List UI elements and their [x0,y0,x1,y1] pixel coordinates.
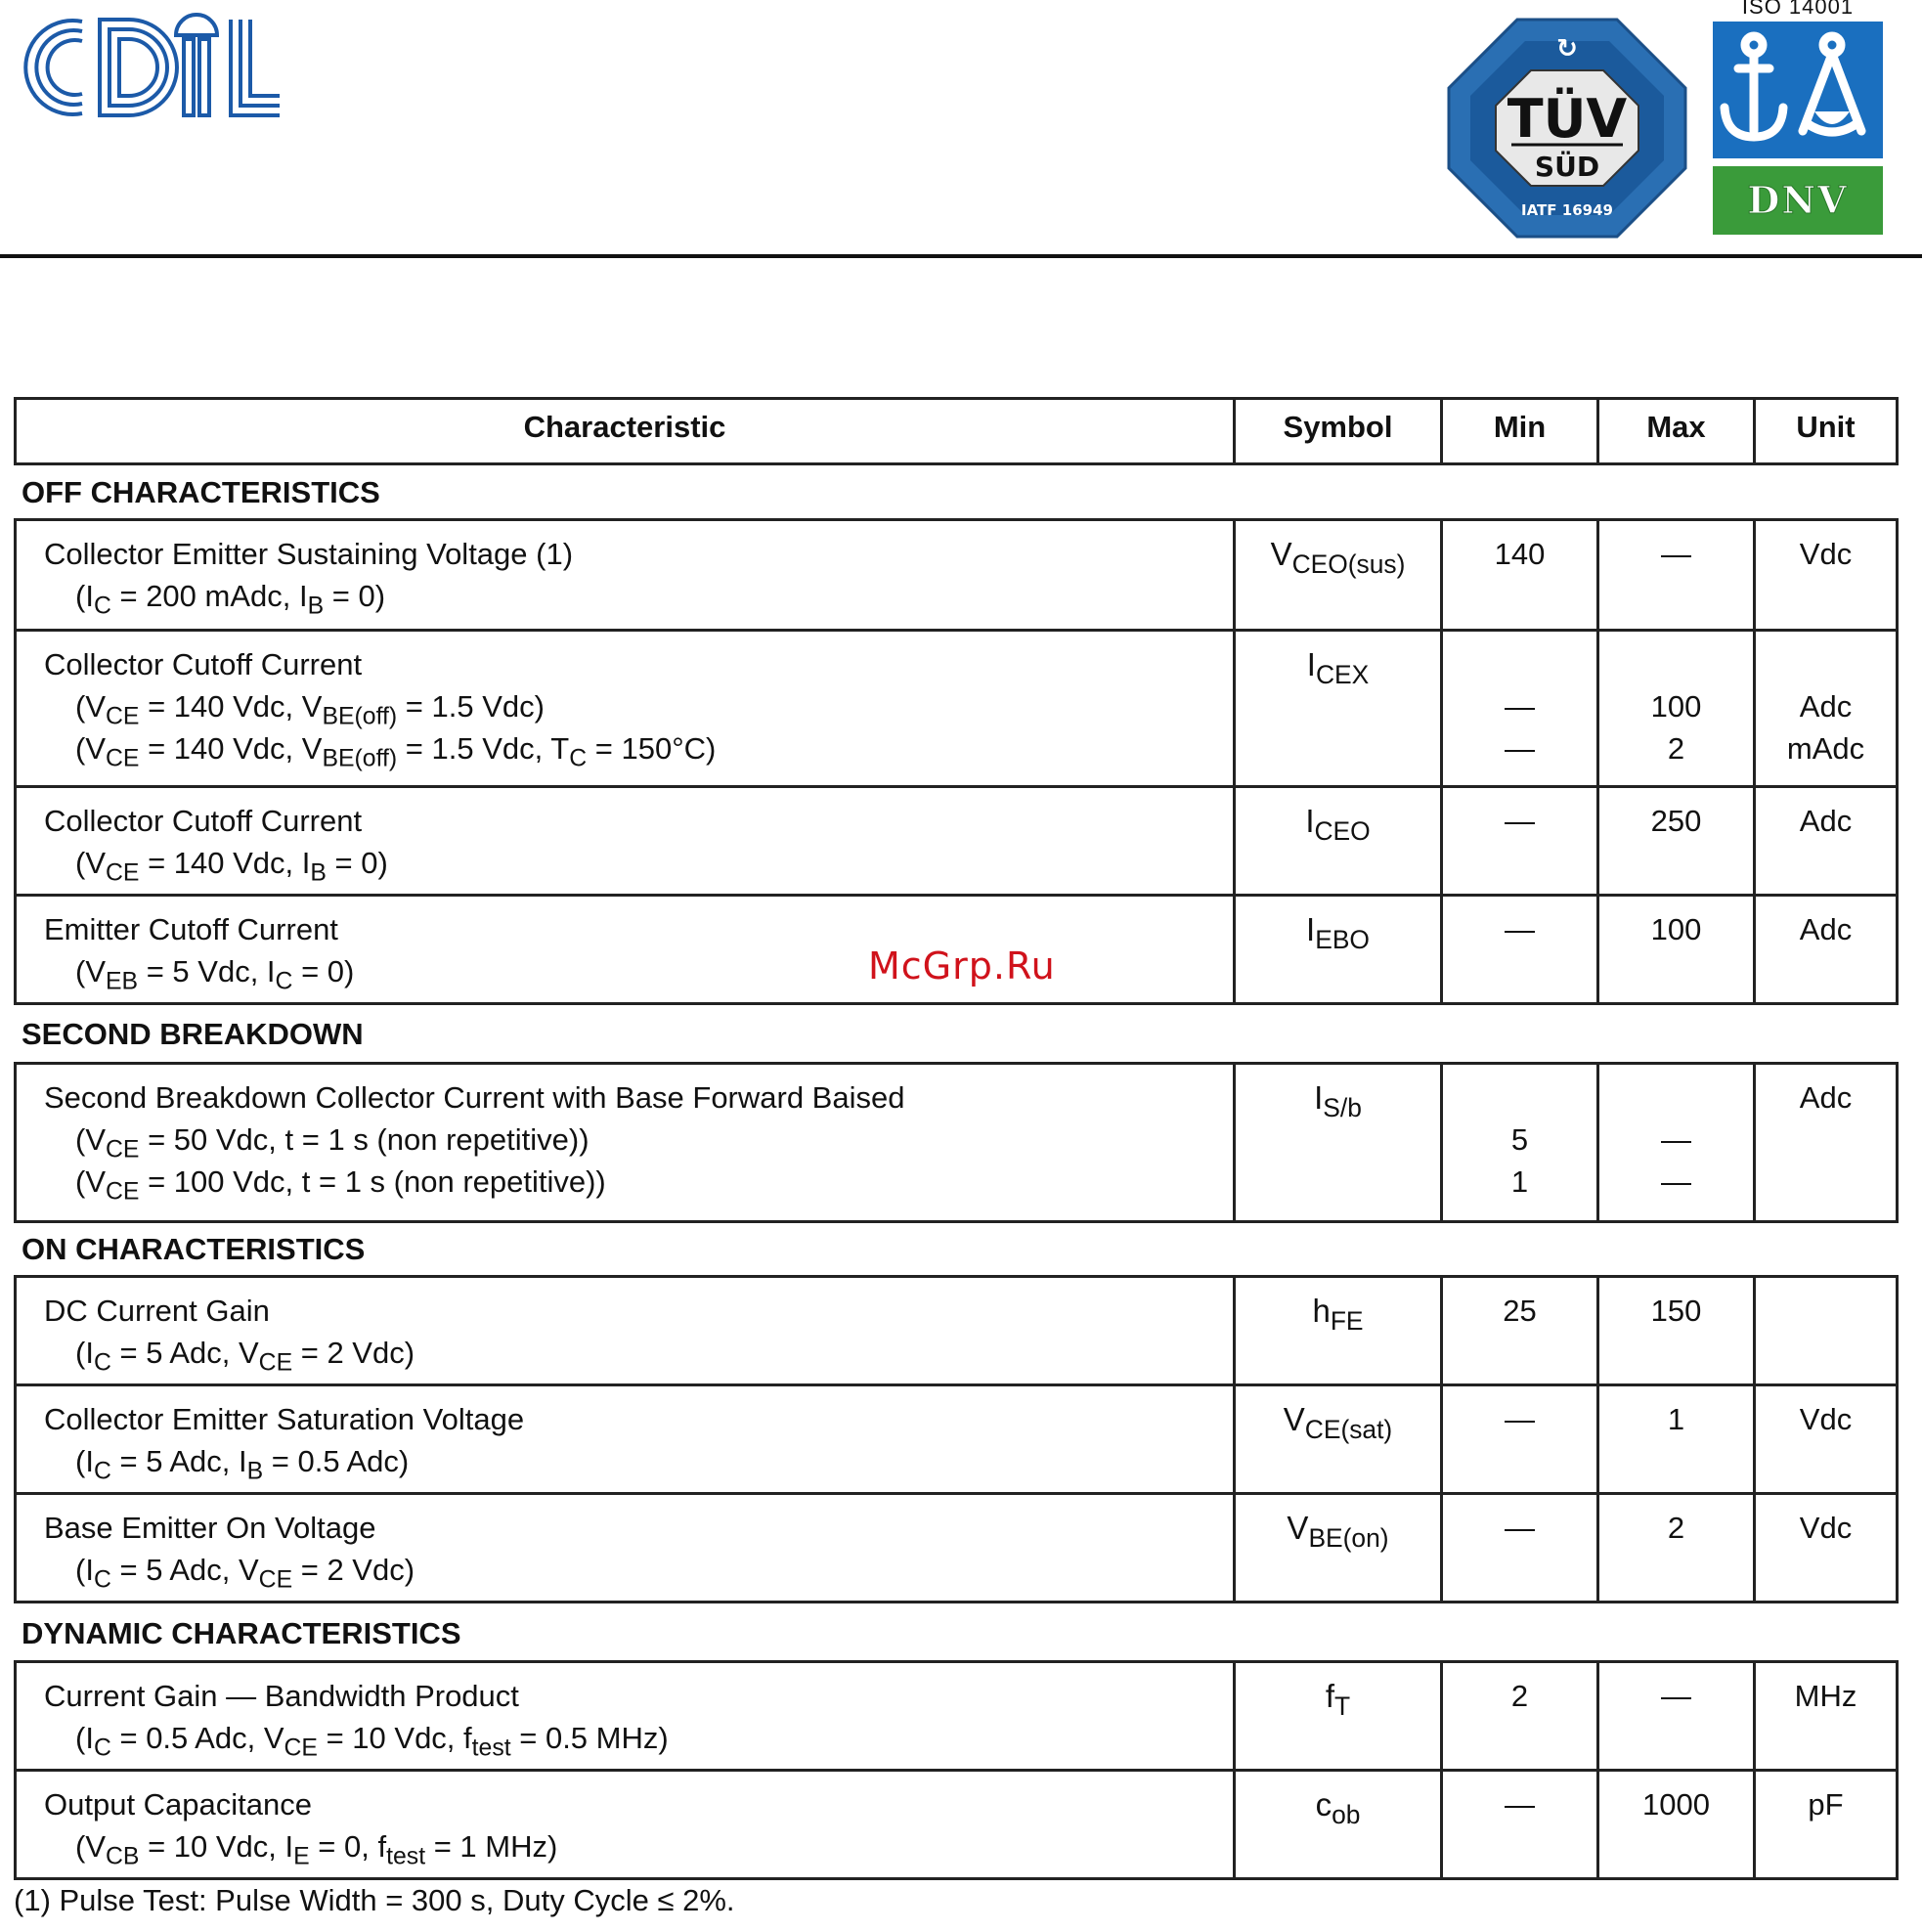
characteristic-name: Emitter Cutoff Current [44,912,338,946]
symbol: $f_T$ [1325,1678,1351,1721]
min-value: — [1505,1511,1535,1545]
svg-text:TÜV: TÜV [1507,88,1628,150]
unit: Vdc [1799,1511,1853,1545]
column-header-unit: Unit [1796,410,1856,444]
section-title: SECOND BREAKDOWN [22,1017,364,1051]
max-value: — [1661,1679,1691,1713]
unit: Adc [1799,689,1853,724]
test-condition: ($I_C = 0.5$ Adc, $V_{CE} = 10$ Vdc, $f_{test} = 0.5$ MHz) [75,1721,669,1762]
unit [1756,1290,1896,1332]
table-row [14,785,1899,897]
max-value: 100 [1650,912,1702,946]
dnv-certification-icon [1713,166,1883,235]
table-row [14,1275,1899,1386]
symbol: $V_{CEO(sus)}$ [1270,536,1406,579]
table-row [14,1769,1899,1880]
table-header-row [14,397,1899,465]
test-condition: ($V_{CE} = 50$ Vdc, t = 1 s (non repetitive)) [75,1122,590,1164]
column-header-symbol: Symbol [1236,400,1443,462]
cdil-logo [14,10,284,125]
min-value: 25 [1503,1294,1537,1328]
svg-text:DNV: DNV [1747,178,1849,222]
table-row [14,1660,1899,1772]
characteristic-name: Current Gain — Bandwidth Product [44,1679,519,1713]
section-title: ON CHARACTERISTICS [22,1232,366,1266]
characteristic-name: Output Capacitance [44,1787,313,1822]
min-value: — [1505,804,1535,838]
max-value: 250 [1650,804,1702,838]
unit: Vdc [1799,1402,1853,1436]
header-divider [0,254,1922,258]
symbol: $V_{BE(on)}$ [1287,1510,1389,1553]
test-condition: ($I_C = 5$ Adc, $V_{CE} = 2$ Vdc) [75,1336,415,1377]
test-condition: ($V_{CE} = 140$ Vdc, $V_{BE(off)} = 1.5$ Vdc, $T_C = 150^\circ C$) [75,731,717,772]
unit: Adc [1799,804,1853,838]
min-value: 1 [1510,1164,1529,1199]
max-value: — [1661,1164,1691,1199]
characteristic-name: Collector Emitter Saturation Voltage [44,1402,525,1436]
characteristic-name: DC Current Gain [44,1294,270,1328]
symbol: $c_{ob}$ [1315,1786,1361,1829]
section-title: DYNAMIC CHARACTERISTICS [22,1616,461,1650]
max-value: — [1661,537,1691,571]
table-row [14,518,1899,632]
iso-14001-label: ISO 14001 [1741,0,1855,19]
max-value: 1000 [1642,1787,1710,1822]
test-condition: ($V_{CE} = 140$ Vdc, $V_{BE(off)} = 1.5$ Vdc) [75,689,545,730]
characteristic-name: Second Breakdown Collector Current with Base Forward Baised [44,1080,905,1115]
anchor-certification-icon [1713,22,1883,158]
test-condition: ($I_C = 5$ Adc, $V_{CE} = 2$ Vdc) [75,1553,415,1594]
test-condition: ($I_C = 200$ mAdc, $I_B = 0$) [75,579,386,620]
min-value: 2 [1510,1679,1529,1713]
symbol: $I_{EBO}$ [1306,911,1370,954]
section-title: OFF CHARACTERISTICS [22,475,380,509]
symbol: $I_{CEO}$ [1305,803,1371,846]
table-row [14,629,1899,788]
min-value: 5 [1510,1122,1529,1157]
symbol: $I_{S/b}$ [1314,1079,1362,1122]
test-condition: ($V_{CE} = 100$ Vdc, t = 1 s (non repetitive)) [75,1164,606,1206]
svg-text:SÜD: SÜD [1534,151,1600,183]
footnote: (1) Pulse Test: Pulse Width = 300 s, Duty Cycle ≤ 2%. [14,1883,735,1917]
max-value: 1 [1667,1402,1685,1436]
table-row [14,1492,1899,1603]
symbol: $h_{FE}$ [1312,1293,1364,1336]
svg-text:↻: ↻ [1556,34,1578,64]
max-value: 2 [1667,731,1685,766]
min-value: — [1505,731,1535,766]
characteristic-name: Collector Cutoff Current [44,647,363,681]
characteristic-name: Collector Cutoff Current [44,804,363,838]
column-header-characteristic: Characteristic [17,400,1236,462]
symbol: $V_{CE(sat)}$ [1283,1401,1393,1444]
unit: Adc [1799,912,1853,946]
min-value: 140 [1494,537,1546,571]
max-value: 2 [1667,1511,1685,1545]
tuv-sud-certification-seal [1447,18,1687,239]
svg-text:IATF 16949: IATF 16949 [1521,201,1613,219]
symbol: $I_{CEX}$ [1306,646,1370,689]
test-condition: ($V_{CE} = 140$ Vdc, $I_B = 0$) [75,846,388,887]
min-value: — [1505,689,1535,724]
test-condition: ($V_{EB} = 5$ Vdc, $I_C = 0$) [75,954,355,995]
unit: Vdc [1799,537,1853,571]
characteristic-name: Base Emitter On Voltage [44,1511,376,1545]
characteristic-name: Collector Emitter Sustaining Voltage (1) [44,537,574,571]
column-header-max: Max [1599,400,1756,462]
min-value: — [1505,912,1535,946]
min-value: — [1505,1787,1535,1822]
max-value: — [1661,1122,1691,1157]
unit: mAdc [1786,731,1865,766]
unit: MHz [1794,1679,1857,1713]
test-condition: ($V_{CB} = 10$ Vdc, $I_E = 0$, $f_{test} = 1$ MHz) [75,1829,558,1870]
min-value: — [1505,1402,1535,1436]
unit: pF [1808,1787,1844,1822]
test-condition: ($I_C = 5$ Adc, $I_B = 0.5$ Adc) [75,1444,410,1485]
column-header-min: Min [1443,400,1599,462]
max-value: 100 [1650,689,1702,724]
table-row [14,1383,1899,1495]
unit: Adc [1799,1080,1853,1115]
watermark: McGrp.Ru [868,944,1056,988]
max-value: 150 [1650,1294,1702,1328]
table-row [14,1062,1899,1223]
